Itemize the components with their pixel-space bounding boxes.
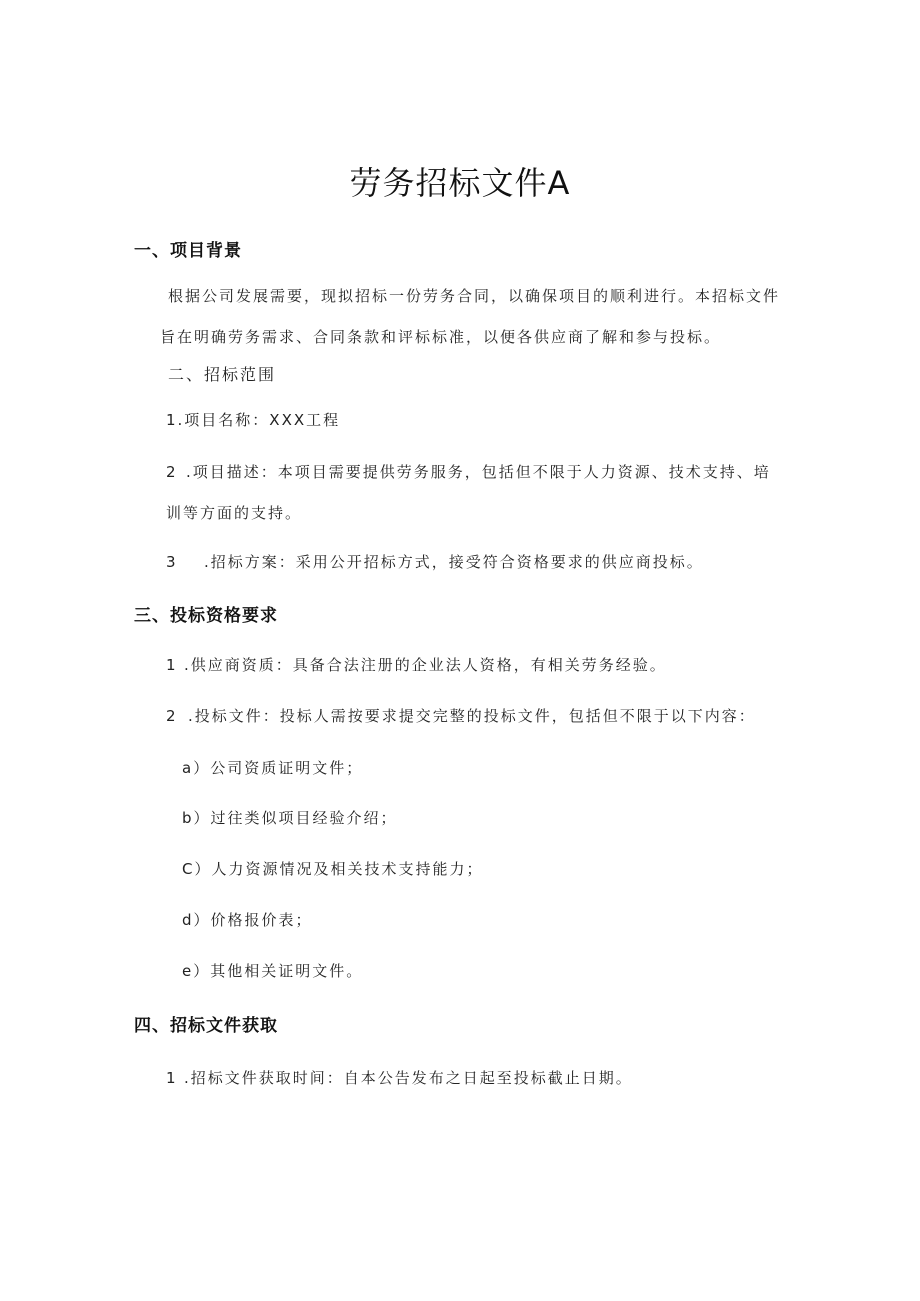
qualification-sub-c: C）人力资源情况及相关技术支持能力； — [182, 860, 484, 878]
section-heading-acquisition: 四、招标文件获取 — [134, 1016, 278, 1036]
qualification-item-2-number: 2 — [166, 707, 178, 725]
document-title: 劳务招标文件A — [349, 164, 571, 202]
acquisition-item-1-text: .招标文件获取时间：自本公告发布之日起至投标截止日期。 — [184, 1069, 633, 1087]
qualification-sub-e: e）其他相关证明文件。 — [182, 962, 364, 980]
scope-item-2-number: 2 — [166, 463, 178, 481]
qualification-item-1 — [166, 654, 667, 675]
scope-item-3-text: .招标方案：采用公开招标方式，接受符合资格要求的供应商投标。 — [204, 553, 704, 571]
qualification-item-1-text: .供应商资质：具备合法注册的企业法人资格，有相关劳务经验。 — [184, 656, 667, 674]
qualification-sub-a: a）公司资质证明文件； — [182, 759, 364, 777]
qualification-sub-d: d）价格报价表； — [182, 911, 313, 929]
qualification-item-2-text: .投标文件：投标人需按要求提交完整的投标文件，包括但不限于以下内容： — [188, 707, 756, 725]
scope-item-2 — [166, 452, 778, 534]
section-heading-scope: 二、招标范围 — [168, 365, 277, 384]
section-heading-background: 一、项目背景 — [134, 241, 242, 261]
acquisition-item-1 — [166, 1067, 633, 1088]
scope-item-1: 1.项目名称：XXX工程 — [166, 411, 341, 429]
background-paragraph: 根据公司发展需要，现拟招标一份劳务合同，以确保项目的顺利进行。本招标文件旨在明确劳务需求、合同条款和评标标准，以便各供应商了解和参与投标。 — [160, 287, 781, 346]
scope-item-2-text: .项目描述：本项目需要提供劳务服务，包括但不限于人力资源、技术支持、培训等方面的支持。 — [166, 463, 771, 522]
scope-item-3 — [166, 551, 704, 572]
section-heading-qualification: 三、投标资格要求 — [134, 606, 278, 626]
acquisition-item-1-number: 1 — [166, 1069, 178, 1087]
scope-item-3-number: 3 — [166, 553, 178, 571]
qualification-sub-b: b）过往类似项目经验介绍； — [182, 809, 398, 827]
qualification-item-2 — [166, 705, 756, 726]
qualification-item-1-number: 1 — [166, 656, 178, 674]
